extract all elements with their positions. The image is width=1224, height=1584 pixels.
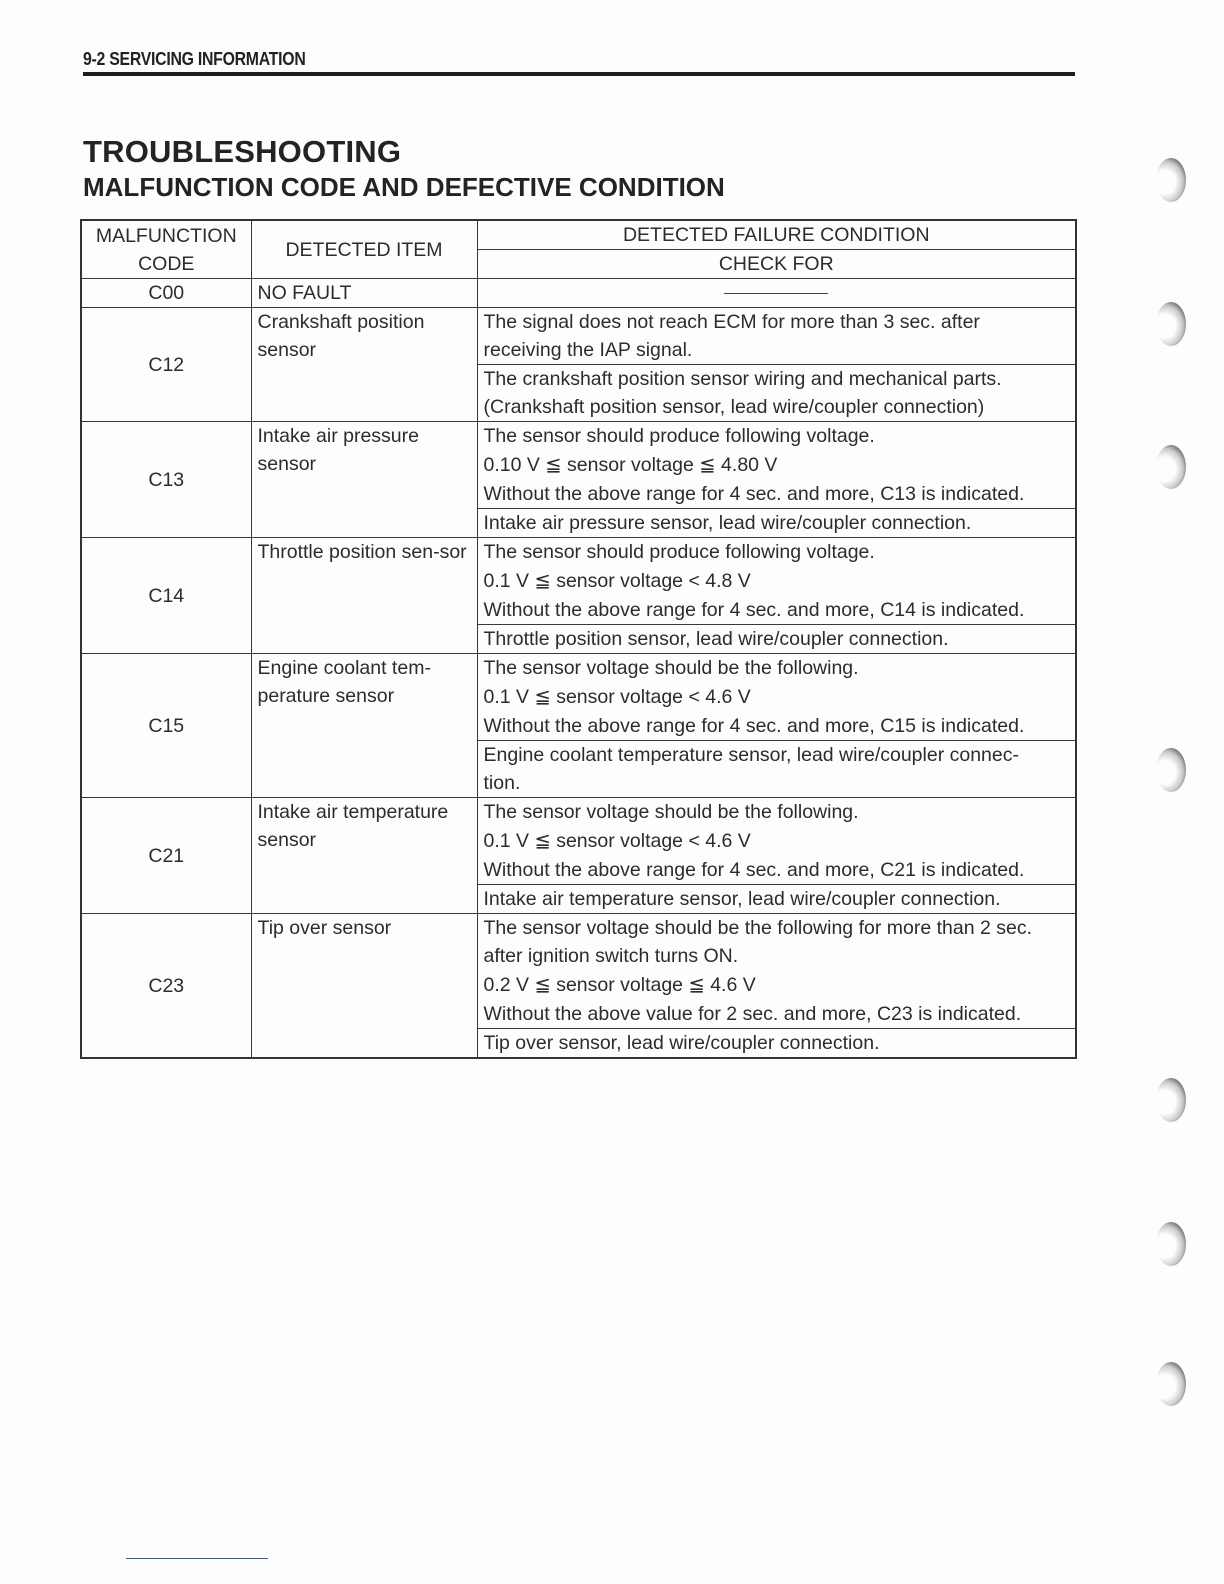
page-subtitle: MALFUNCTION CODE AND DEFECTIVE CONDITION xyxy=(83,172,725,202)
check-for xyxy=(477,741,1076,798)
header-code-line1: MALFUNCTION xyxy=(95,224,237,247)
header-item: DETECTED ITEM xyxy=(251,220,477,279)
table-row xyxy=(81,654,1076,741)
failure-condition xyxy=(477,654,1076,741)
malfunction-code: C12 xyxy=(81,308,251,422)
detected-item: Tip over sensor xyxy=(251,914,477,1059)
page-header xyxy=(83,48,1075,76)
failure-condition xyxy=(477,538,1076,625)
check-line: Intake air pressure sensor, lead wire/coupler connection. xyxy=(483,512,972,534)
failure-condition xyxy=(477,279,1076,308)
failure-condition xyxy=(477,308,1076,365)
check-line: Tip over sensor, lead wire/coupler connection. xyxy=(483,1032,880,1054)
condition-line: 0.2 V ≦ sensor voltage ≦ 4.6 V xyxy=(483,974,756,996)
check-line: The crankshaft position sensor wiring and mechanical parts. xyxy=(483,368,1002,390)
malfunction-code: C00 xyxy=(81,279,251,308)
binding-hole xyxy=(1156,1078,1186,1122)
header-check: CHECK FOR xyxy=(477,250,1076,279)
detected-item: Intake air temperature sensor xyxy=(251,798,477,914)
detected-item: Intake air pressure sensor xyxy=(251,422,477,538)
check-line: tion. xyxy=(483,772,521,794)
condition-line: The signal does not reach ECM for more than 3 sec. after xyxy=(483,311,980,333)
malfunction-code: C13 xyxy=(81,422,251,538)
table-row xyxy=(81,308,1076,365)
binding-hole xyxy=(1156,748,1186,792)
failure-condition xyxy=(477,798,1076,885)
table-row xyxy=(81,422,1076,509)
condition-line: Without the above range for 4 sec. and more, C13 is indicated. xyxy=(483,483,1025,505)
header-code xyxy=(81,220,251,279)
malfunction-code: C14 xyxy=(81,538,251,654)
table-header-row xyxy=(81,220,1076,250)
check-line: (Crankshaft position sensor, lead wire/coupler connection) xyxy=(483,396,985,418)
condition-line: 0.1 V ≦ sensor voltage < 4.8 V xyxy=(483,570,751,592)
binding-hole xyxy=(1156,158,1186,202)
failure-condition xyxy=(477,422,1076,509)
condition-line: after ignition switch turns ON. xyxy=(483,945,739,967)
condition-line: Without the above range for 4 sec. and more, C21 is indicated. xyxy=(483,859,1025,881)
header-condition: DETECTED FAILURE CONDITION xyxy=(477,220,1076,250)
condition-line: 0.1 V ≦ sensor voltage < 4.6 V xyxy=(483,830,751,852)
check-for xyxy=(477,509,1076,538)
malfunction-code: C15 xyxy=(81,654,251,798)
binding-hole xyxy=(1156,302,1186,346)
condition-line: The sensor voltage should be the following. xyxy=(483,657,859,679)
table-row xyxy=(81,798,1076,885)
condition-line: The sensor should produce following voltage. xyxy=(483,425,875,447)
binding-hole xyxy=(1156,445,1186,489)
footer-rule xyxy=(126,1558,268,1559)
detected-item: Throttle position sen-sor xyxy=(251,538,477,654)
detected-item: Crankshaft position sensor xyxy=(251,308,477,422)
check-for xyxy=(477,1029,1076,1059)
table-row xyxy=(81,279,1076,308)
table-row xyxy=(81,914,1076,1029)
condition-line: Without the above range for 4 sec. and more, C15 is indicated. xyxy=(483,715,1025,737)
check-line: Throttle position sensor, lead wire/coupler connection. xyxy=(483,628,949,650)
detected-item: NO FAULT xyxy=(251,279,477,308)
condition-line: receiving the IAP signal. xyxy=(483,339,693,361)
condition-line: The sensor voltage should be the following. xyxy=(483,801,859,823)
condition-line: The sensor should produce following voltage. xyxy=(483,541,875,563)
malfunction-code: C23 xyxy=(81,914,251,1059)
condition-line: 0.10 V ≦ sensor voltage ≦ 4.80 V xyxy=(483,454,778,476)
condition-line: Without the above value for 2 sec. and more, C23 is indicated. xyxy=(483,1003,1022,1025)
check-for xyxy=(477,365,1076,422)
detected-item: Engine coolant tem-perature sensor xyxy=(251,654,477,798)
condition-line: The sensor voltage should be the following for more than 2 sec. xyxy=(483,917,1032,939)
condition-line: Without the above range for 4 sec. and more, C14 is indicated. xyxy=(483,599,1025,621)
binding-hole xyxy=(1156,1222,1186,1266)
table-row xyxy=(81,538,1076,625)
malfunction-code-table xyxy=(80,219,1077,1059)
binding-hole xyxy=(1156,1362,1186,1406)
check-line: Engine coolant temperature sensor, lead wire/coupler connec- xyxy=(483,744,1019,766)
check-for xyxy=(477,625,1076,654)
failure-condition xyxy=(477,914,1076,1029)
check-for xyxy=(477,885,1076,914)
condition-line: 0.1 V ≦ sensor voltage < 4.6 V xyxy=(483,686,751,708)
section-label: 9-2 SERVICING INFORMATION xyxy=(83,49,306,69)
page-title: TROUBLESHOOTING xyxy=(83,134,402,169)
no-condition-dash xyxy=(724,293,828,294)
check-line: Intake air temperature sensor, lead wire/coupler connection. xyxy=(483,888,1001,910)
header-code-line2: CODE xyxy=(138,252,195,275)
malfunction-code: C21 xyxy=(81,798,251,914)
